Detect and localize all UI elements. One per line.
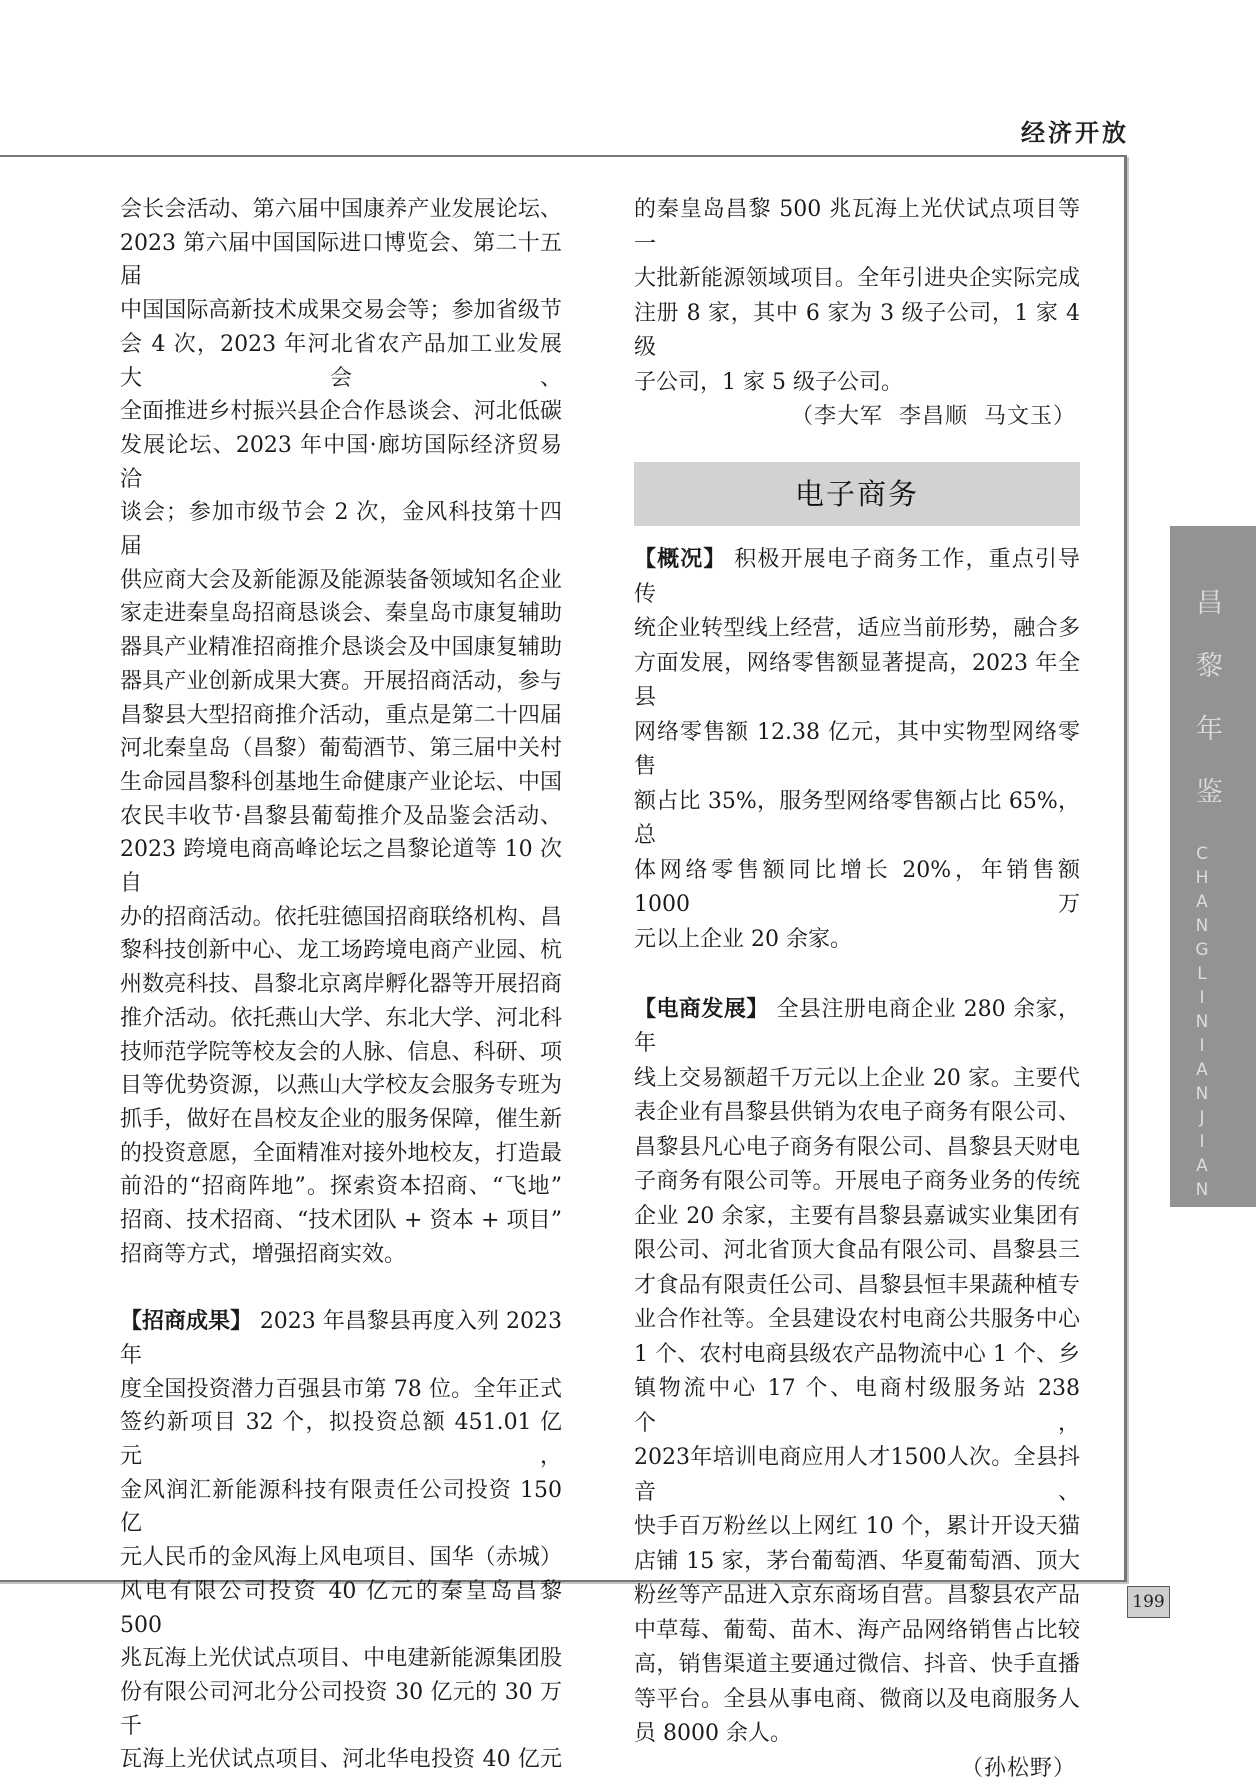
section-title: 经济开放 — [1021, 118, 1129, 148]
text-line: 招商、技术招商、“技术团队 + 资本 + 项目” — [120, 1204, 562, 1238]
paragraph-ecommerce-development — [634, 992, 1080, 1752]
text-line: 推介活动。依托燕山大学、东北大学、河北科 — [120, 1002, 562, 1036]
text-line: 企业 20 余家，主要有昌黎县嘉诚实业集团有 — [634, 1200, 1080, 1235]
text-line: 生命园昌黎科创基地生命健康产业论坛、中国 — [120, 766, 562, 800]
text-line: 目等优势资源，以燕山大学校友会服务专班为 — [120, 1069, 562, 1103]
line-text: 全县注册电商企业 280 余家，年 — [634, 997, 1080, 1057]
text-line: 瓦海上光伏试点项目、河北华电投资 40 亿元 — [120, 1743, 562, 1777]
text-line: 发展论坛、2023 年中国·廊坊国际经济贸易洽 — [120, 429, 562, 496]
text-line: 表企业有昌黎县供销为农电子商务有限公司、 — [634, 1096, 1080, 1131]
text-line: 子商务有限公司等。开展电子商务业务的传统 — [634, 1165, 1080, 1200]
text-line: 的秦皇岛昌黎 500 兆瓦海上光伏试点项目等一 — [634, 193, 1080, 262]
text-line: 份有限公司河北分公司投资 30 亿元的 30 万千 — [120, 1676, 562, 1743]
text-line: 2023 跨境电商高峰论坛之昌黎论道等 10 次自 — [120, 833, 562, 900]
text-line: 抓手，做好在昌校友企业的服务保障，催生新 — [120, 1103, 562, 1137]
text-line — [634, 992, 1080, 1062]
text-line: 昌黎县凡心电子商务有限公司、昌黎县天财电 — [634, 1131, 1080, 1166]
text-line: 会长会活动、第六届中国康养产业发展论坛、 — [120, 193, 562, 227]
text-line: 快手百万粉丝以上网红 10 个，累计开设天猫 — [634, 1510, 1080, 1545]
side-tab-title: 昌黎年鉴 — [1187, 588, 1226, 840]
text-line: 员 8000 余人。 — [634, 1717, 1080, 1752]
text-line: 器具产业精准招商推介恳谈会及中国康复辅助 — [120, 631, 562, 665]
text-line: 统企业转型线上经营，适应当前形势，融合多 — [634, 612, 1080, 647]
text-line: 度全国投资潜力百强县市第 78 位。全年正式 — [120, 1373, 562, 1407]
line-text: 积极开展电子商务工作，重点引导传 — [634, 547, 1080, 607]
text-line: 方面发展，网络零售额显著提高，2023 年全县 — [634, 647, 1080, 716]
author-attribution: （李大军 李昌顺 马文玉） — [634, 400, 1080, 435]
text-line: 签约新项目 32 个，拟投资总额 451.01 亿元， — [120, 1406, 562, 1473]
page-number: 199 — [1127, 1586, 1170, 1618]
text-line: 店铺 15 家，茅台葡萄酒、华夏葡萄酒、顶大 — [634, 1545, 1080, 1580]
paragraph-label: 【电商发展】 — [634, 996, 769, 1022]
text-line: 中国国际高新技术成果交易会等；参加省级节 — [120, 294, 562, 328]
text-line: 才食品有限责任公司、昌黎县恒丰果蔬种植专 — [634, 1269, 1080, 1304]
text-line: 金风润汇新能源科技有限责任公司投资 150 亿 — [120, 1474, 562, 1541]
text-line: 器具产业创新成果大赛。开展招商活动，参与 — [120, 665, 562, 699]
text-line: 等平台。全县从事电商、微商以及电商服务人 — [634, 1683, 1080, 1718]
side-tab-pinyin: CHANGLINIANJIAN — [1192, 844, 1212, 1204]
text-line: 元人民币的金风海上风电项目、国华（赤城） — [120, 1541, 562, 1575]
text-line: 注册 8 家，其中 6 家为 3 级子公司，1 家 4 级 — [634, 297, 1080, 366]
line-text: 2023 年昌黎县再度入列 2023 年 — [120, 1309, 562, 1368]
paragraph-label: 【招商成果】 — [120, 1308, 252, 1334]
text-line: 高，销售渠道主要通过微信、抖音、快手直播 — [634, 1648, 1080, 1683]
text-line: 风电有限公司投资 40 亿元的秦皇岛昌黎 500 — [120, 1575, 562, 1642]
text-line: 全面推进乡村振兴县企合作恳谈会、河北低碳 — [120, 395, 562, 429]
text-line: 的投资意愿，全面精准对接外地校友，打造最 — [120, 1137, 562, 1171]
text-line: 招商等方式，增强招商实效。 — [120, 1238, 562, 1272]
text-line: 额占比 35%，服务型网络零售额占比 65%，总 — [634, 785, 1080, 854]
text-line: 谈会；参加市级节会 2 次，金风科技第十四届 — [120, 496, 562, 563]
text-line: 2023 第六届中国国际进口博览会、第二十五届 — [120, 227, 562, 294]
paragraph-label: 【概况】 — [634, 546, 727, 572]
text-line: 2023年培训电商应用人才1500人次。全县抖音、 — [634, 1441, 1080, 1510]
text-line — [634, 542, 1080, 612]
text-line: 线上交易额超千万元以上企业 20 家。主要代 — [634, 1062, 1080, 1097]
right-column — [634, 193, 1080, 1786]
text-line: 业合作社等。全县建设农村电商公共服务中心 — [634, 1303, 1080, 1338]
paragraph-continuation — [634, 193, 1080, 400]
text-line: 河北秦皇岛（昌黎）葡萄酒节、第三届中关村 — [120, 732, 562, 766]
left-column — [120, 193, 562, 1777]
text-line: 限公司、河北省顶大食品有限公司、昌黎县三 — [634, 1234, 1080, 1269]
text-line: 家走进秦皇岛招商恳谈会、秦皇岛市康复辅助 — [120, 597, 562, 631]
text-line: 1 个、农村电商县级农产品物流中心 1 个、乡 — [634, 1338, 1080, 1373]
text-line: 农民丰收节·昌黎县葡萄推介及品鉴会活动、 — [120, 800, 562, 834]
text-line: 粉丝等产品进入京东商场自营。昌黎县农产品 — [634, 1579, 1080, 1614]
author-attribution: （孙松野） — [634, 1752, 1080, 1786]
text-line: 兆瓦海上光伏试点项目、中电建新能源集团股 — [120, 1642, 562, 1676]
text-line: 黎科技创新中心、龙工场跨境电商产业园、杭 — [120, 934, 562, 968]
text-line: 中草莓、葡萄、苗木、海产品网络销售占比较 — [634, 1614, 1080, 1649]
text-line: 昌黎县大型招商推介活动，重点是第二十四届 — [120, 699, 562, 733]
paragraph-overview — [634, 542, 1080, 957]
text-line: 供应商大会及新能源及能源装备领域知名企业 — [120, 564, 562, 598]
text-line: 办的招商活动。依托驻德国招商联络机构、昌 — [120, 901, 562, 935]
section-heading: 电子商务 — [634, 462, 1080, 526]
text-line: 前沿的“招商阵地”。探索资本招商、“飞地” — [120, 1170, 562, 1204]
text-line: 网络零售额 12.38 亿元，其中实物型网络零售 — [634, 716, 1080, 785]
text-line: 技师范学院等校友会的人脉、信息、科研、项 — [120, 1036, 562, 1070]
text-line: 州数亮科技、昌黎北京离岸孵化器等开展招商 — [120, 968, 562, 1002]
text-line: 体网络零售额同比增长 20%，年销售额 1000 万 — [634, 854, 1080, 923]
text-line: 会 4 次，2023 年河北省农产品加工业发展大会、 — [120, 328, 562, 395]
paragraph-investment-activities — [120, 193, 562, 1272]
text-line — [120, 1305, 562, 1372]
text-line: 元以上企业 20 余家。 — [634, 923, 1080, 958]
text-line: 子公司，1 家 5 级子公司。 — [634, 366, 1080, 401]
paragraph-investment-results — [120, 1305, 562, 1777]
side-tab — [1170, 526, 1256, 1207]
text-line: 大批新能源领域项目。全年引进央企实际完成 — [634, 262, 1080, 297]
text-line: 镇物流中心 17 个、电商村级服务站 238 个， — [634, 1372, 1080, 1441]
